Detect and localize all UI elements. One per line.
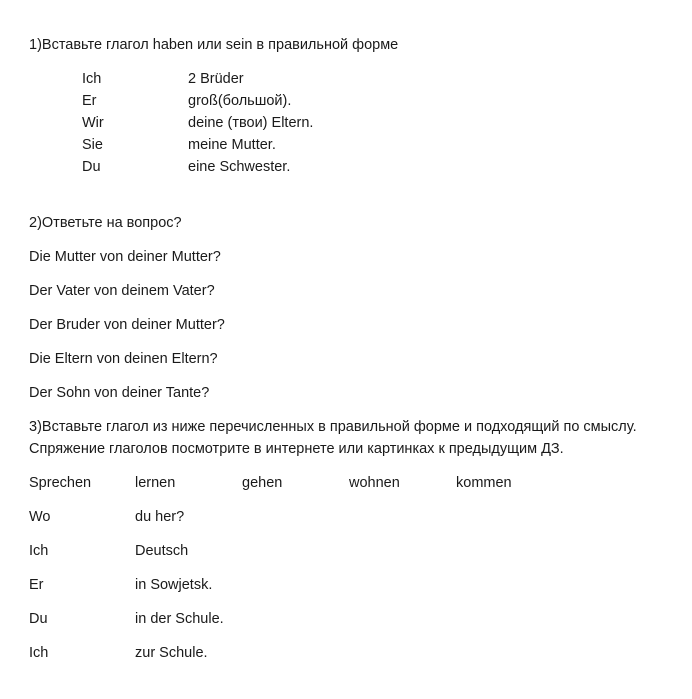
section2-heading: 2)Ответьте на вопрос? bbox=[29, 215, 182, 231]
s3-rest-5: zur Schule. bbox=[135, 645, 208, 661]
s3-subject-1: Wo bbox=[29, 509, 51, 525]
section3-heading-line2: Спряжение глаголов посмотрите в интернете или картинках к предыдущим ДЗ. bbox=[29, 441, 564, 457]
s3-rest-4: in der Schule. bbox=[135, 611, 224, 627]
s1-completion-1: 2 Brüder bbox=[188, 71, 244, 87]
verb-1: Sprechen bbox=[29, 475, 92, 491]
verb-3: gehen bbox=[242, 475, 283, 491]
s3-rest-2: Deutsch bbox=[135, 543, 189, 559]
s1-pronoun-4: Sie bbox=[82, 137, 103, 153]
section1-heading: 1)Вставьте глагол haben или sein в правильной форме bbox=[29, 37, 399, 53]
s3-subject-2: Ich bbox=[29, 543, 49, 559]
s3-subject-5: Ich bbox=[29, 645, 49, 661]
s1-completion-4: meine Mutter. bbox=[188, 137, 276, 153]
s2-question-2: Der Vater von deinem Vater? bbox=[29, 283, 215, 299]
s1-completion-5: eine Schwester. bbox=[188, 159, 291, 175]
s1-pronoun-5: Du bbox=[82, 159, 101, 175]
verb-4: wohnen bbox=[349, 475, 400, 491]
s1-pronoun-1: Ich bbox=[82, 71, 102, 87]
s2-question-3: Der Bruder von deiner Mutter? bbox=[29, 317, 225, 333]
section3-heading-line1: 3)Вставьте глагол из ниже перечисленных в правильной форме и подходящий по смыслу. bbox=[29, 419, 637, 435]
s1-completion-3: deine (твои) Eltern. bbox=[188, 115, 314, 131]
s2-question-4: Die Eltern von deinen Eltern? bbox=[29, 351, 218, 367]
verb-2: lernen bbox=[135, 475, 176, 491]
s3-rest-3: in Sowjetsk. bbox=[135, 577, 213, 593]
s3-rest-1: du her? bbox=[135, 509, 185, 525]
s3-subject-3: Er bbox=[29, 577, 44, 593]
s1-completion-2: groß(большой). bbox=[188, 93, 292, 109]
verb-5: kommen bbox=[456, 475, 512, 491]
s1-pronoun-2: Er bbox=[82, 93, 97, 109]
s2-question-1: Die Mutter von deiner Mutter? bbox=[29, 249, 221, 265]
s3-subject-4: Du bbox=[29, 611, 48, 627]
s1-pronoun-3: Wir bbox=[82, 115, 104, 131]
s2-question-5: Der Sohn von deiner Tante? bbox=[29, 385, 210, 401]
